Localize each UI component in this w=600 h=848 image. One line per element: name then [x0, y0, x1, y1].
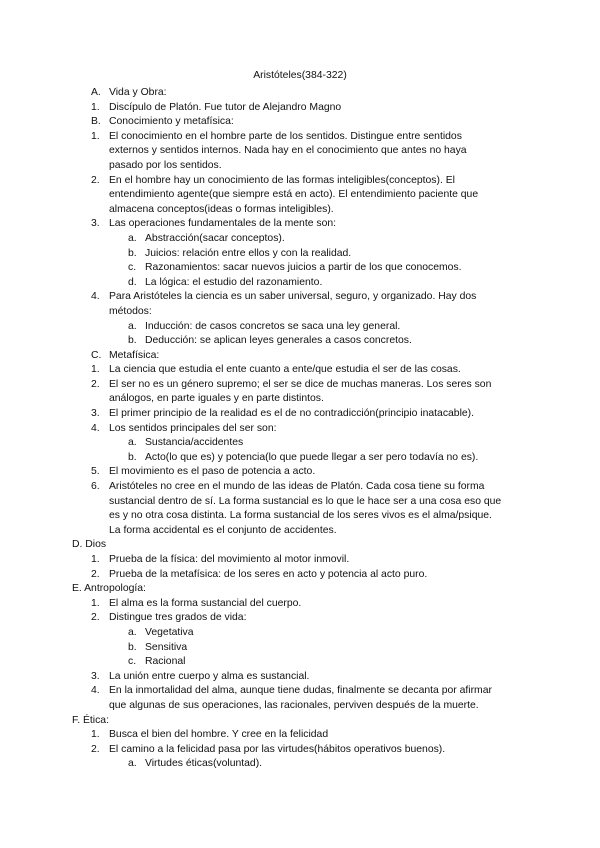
item-marker: 2. [91, 174, 100, 186]
outline-item [0, 641, 600, 656]
item-text-line: La ciencia que estudia el ente cuanto a ente/que estudia el ser de las cosas. [109, 364, 461, 376]
item-marker: c. [128, 262, 137, 274]
item-text-line: Vida y Obra: [109, 87, 167, 98]
item-text-line: Sensitiva [145, 641, 188, 653]
item-text-line: En la inmortalidad del alma, aunque tiene dudas, finalmente se decanta por afirmar [109, 685, 492, 697]
item-text-line: Acto(lo que es) y potencia(lo que puede llegar a ser pero todavía no es). [145, 451, 479, 463]
item-marker: 4. [91, 291, 100, 303]
item-marker: 1. [91, 130, 100, 142]
item-text-line: Prueba de la física: del movimiento al motor inmovil. [109, 554, 350, 565]
item-marker: 2. [91, 743, 100, 755]
outline-item [0, 670, 600, 685]
outline-item [0, 276, 600, 291]
item-marker: 2. [91, 612, 100, 624]
item-text-line: Distingue tres grados de vida: [109, 612, 247, 624]
item-marker: 4. [91, 422, 100, 434]
item-text-line: pasado por los sentidos. [109, 159, 222, 171]
item-text-line: Metafísica: [109, 349, 160, 361]
outline-item [0, 480, 600, 538]
item-text-line: La forma accidental es el conjunto de accidentes. [109, 524, 337, 536]
item-text-line: Las operaciones fundamentales de la mente son: [109, 218, 337, 230]
item-text-line: Busca el bien del hombre. Y cree en la felicidad [109, 729, 329, 741]
item-text-line: El conocimiento en el hombre parte de los sentidos. Distingue entre sentidos [109, 130, 462, 142]
outline-item [0, 684, 600, 713]
outline-item [0, 465, 600, 480]
item-text-line: El movimiento es el paso de potencia a acto. [109, 466, 316, 478]
item-marker: a. [128, 232, 137, 244]
item-text-line: La unión entre cuerpo y alma es sustancial. [109, 670, 310, 682]
outline-item [0, 757, 600, 772]
item-marker: d. [128, 276, 137, 288]
item-text-line: F. Ética: [72, 714, 109, 726]
item-marker: c. [128, 656, 137, 668]
item-text-line: Virtudes éticas(voluntad). [145, 758, 263, 770]
outline-item [0, 626, 600, 641]
document-title: Aristóteles(384-322) [253, 70, 347, 81]
outline-item [0, 261, 600, 276]
outline-item [0, 130, 600, 174]
outline-item [0, 101, 600, 116]
outline-item [0, 407, 600, 422]
item-text-line: Los sentidos principales del ser son: [109, 422, 277, 434]
item-text-line: Vegetativa [145, 626, 194, 638]
outline-item [0, 378, 600, 407]
item-text-line: sustancial dentro de sí. La forma sustancial es lo que le hace ser a una cosa eso que [109, 495, 502, 507]
item-marker: 2. [91, 378, 100, 390]
outline-item [0, 597, 600, 612]
item-marker: 1. [91, 597, 100, 609]
outline-list [0, 86, 600, 772]
item-marker: B. [91, 116, 101, 128]
item-marker: 6. [91, 481, 100, 493]
outline-item [0, 290, 600, 319]
item-marker: 1. [91, 729, 100, 741]
item-marker: a. [128, 437, 137, 449]
item-text-line: Racional [145, 656, 186, 668]
outline-item [0, 538, 600, 553]
item-marker: 3. [91, 218, 100, 230]
item-text-line: El camino a la felicidad pasa por las virtudes(hábitos operativos buenos). [109, 743, 446, 755]
item-text-line: E. Antropología: [72, 583, 146, 595]
item-text-line: El alma es la forma sustancial del cuerpo. [109, 597, 302, 609]
outline-item [0, 320, 600, 335]
outline-item [0, 436, 600, 451]
item-marker: 3. [91, 670, 100, 682]
outline-item [0, 582, 600, 597]
outline-item [0, 349, 600, 364]
item-text-line: El ser no es un género supremo; el ser se dice de muchas maneras. Los seres son [109, 378, 492, 390]
outline-item [0, 553, 600, 568]
item-text-line: métodos: [109, 305, 152, 317]
item-text-line: Inducción: de casos concretos se saca una ley general. [145, 320, 401, 332]
item-text-line: D. Dios [72, 539, 107, 551]
item-marker: b. [128, 641, 137, 653]
outline-item [0, 451, 600, 466]
outline-item [0, 334, 600, 349]
item-text-line: La lógica: el estudio del razonamiento. [145, 276, 323, 288]
item-marker: 1. [91, 364, 100, 376]
outline-item [0, 86, 600, 101]
item-text-line: Deducción: se aplican leyes generales a casos concretos. [145, 335, 412, 347]
item-marker: 5. [91, 466, 100, 478]
outline-item [0, 568, 600, 583]
item-text-line: Juicios: relación entre ellos y con la realidad. [145, 247, 352, 259]
item-marker: 3. [91, 408, 100, 420]
item-text-line: Sustancia/accidentes [145, 437, 244, 449]
outline-item [0, 174, 600, 218]
item-marker: b. [128, 247, 137, 259]
outline-item [0, 217, 600, 232]
item-text-line: entendimiento agente(que siempre está en acto). El entendimiento paciente que [109, 189, 479, 201]
item-marker: 2. [91, 568, 100, 580]
outline-item [0, 247, 600, 262]
item-text-line: Razonamientos: sacar nuevos juicios a partir de los que conocemos. [145, 262, 462, 274]
item-text-line: Conocimiento y metafísica: [109, 116, 234, 128]
item-text-line: Abstracción(sacar conceptos). [145, 232, 285, 244]
item-text-line: que algunas de sus operaciones, las racionales, perviven después de la muerte. [109, 699, 479, 711]
outline-item [0, 422, 600, 437]
item-marker: a. [128, 758, 137, 770]
item-text-line: almacena conceptos(ideas o formas inteligibles). [109, 203, 334, 215]
item-marker: C. [91, 349, 102, 361]
item-text-line: análogos, en parte iguales y en parte distintos. [109, 393, 324, 405]
item-marker: b. [128, 335, 137, 347]
item-text-line: Para Aristóteles la ciencia es un saber universal, seguro, y organizado. Hay dos [109, 291, 477, 303]
outline-item [0, 714, 600, 729]
item-text-line: Aristóteles no cree en el mundo de las ideas de Platón. Cada cosa tiene su forma [109, 481, 485, 493]
item-marker: A. [91, 87, 101, 98]
outline-item [0, 743, 600, 758]
outline-item [0, 655, 600, 670]
outline-item [0, 728, 600, 743]
outline-item [0, 232, 600, 247]
item-text-line: externos y sentidos internos. Nada hay en el conocimiento que antes no haya [109, 145, 467, 157]
outline-item [0, 611, 600, 626]
item-marker: b. [128, 451, 137, 463]
item-marker: a. [128, 320, 137, 332]
outline-item [0, 115, 600, 130]
item-text-line: Discípulo de Platón. Fue tutor de Alejandro Magno [109, 101, 342, 113]
item-marker: 1. [91, 554, 100, 565]
item-text-line: Prueba de la metafísica: de los seres en acto y potencia al acto puro. [109, 568, 428, 580]
item-text-line: El primer principio de la realidad es el de no contradicción(principio inatacable). [109, 408, 475, 420]
item-text-line: es y no otra cosa distinta. La forma sustancial de los seres vivos es el alma/psique. [109, 510, 492, 522]
outline-item [0, 363, 600, 378]
item-text-line: En el hombre hay un conocimiento de las formas inteligibles(conceptos). El [109, 174, 455, 186]
item-marker: a. [128, 626, 137, 638]
item-marker: 4. [91, 685, 100, 697]
item-marker: 1. [91, 101, 100, 113]
